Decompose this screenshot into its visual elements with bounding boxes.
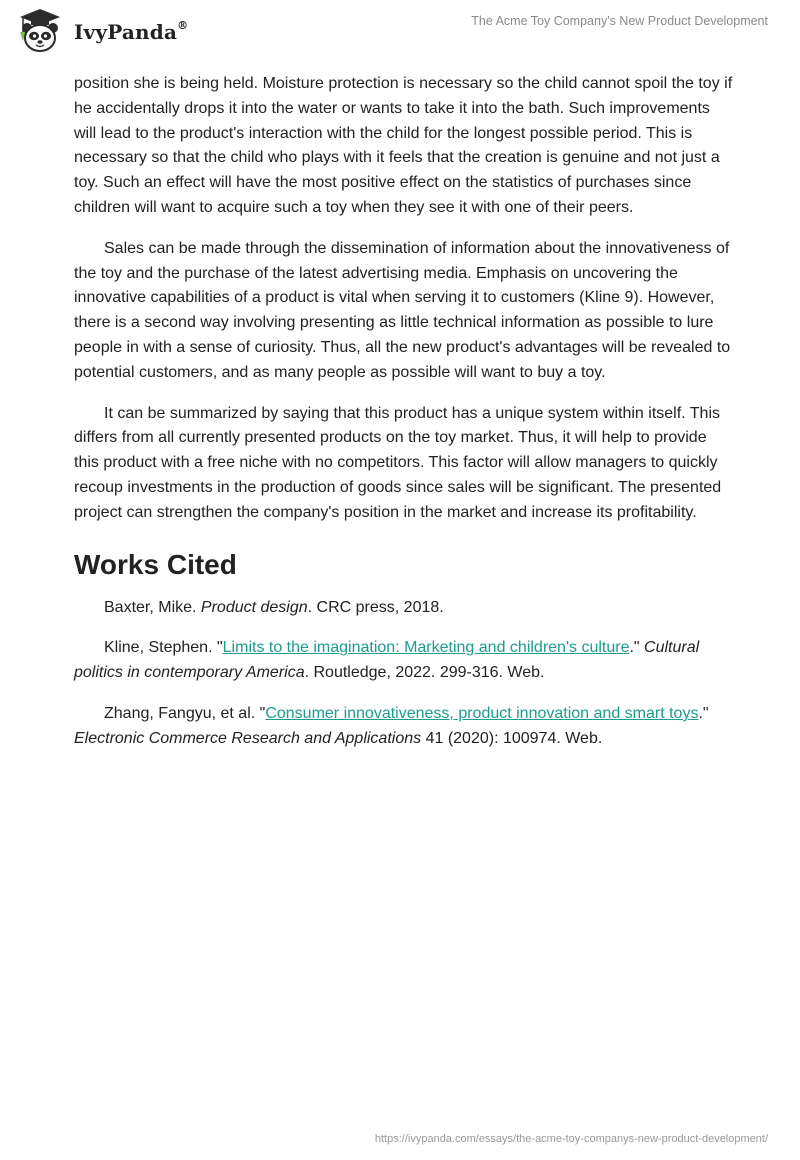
citation-title: Product design — [200, 598, 308, 616]
citation-author: Zhang, Fangyu, et al. " — [104, 704, 266, 722]
citation-link[interactable]: Limits to the imagination: Marketing and children's culture — [222, 639, 630, 657]
citation-quote-close: ." — [698, 704, 709, 722]
document-title: The Acme Toy Company's New Product Development — [471, 14, 768, 28]
body-paragraph: Sales can be made through the dissemination of information about the innovativeness of the toy and the purchase of the latest advertising media. Emphasis on uncovering the innovative capabilities of a product is vital when serving it to customers (Kline 9). However, there is a second way involving presenting as little technical information as possible to lure people in with a sense of curiosity. Thus, all the new product's advantages will be revealed to potential customers, and as many people as possible will want to buy a toy. — [74, 239, 731, 381]
ivypanda-logo[interactable] — [14, 8, 188, 54]
citation-details: 41 (2020): 100974. Web. — [421, 729, 603, 747]
brand-name: IvyPanda® — [74, 19, 189, 44]
works-cited-heading: Works Cited — [74, 548, 237, 580]
citation-container: Cultural politics in contemporary America — [74, 639, 700, 682]
citation-details: . Routledge, 2022. 299-316. Web. — [304, 664, 545, 682]
citation-details: . CRC press, 2018. — [307, 598, 444, 616]
body-paragraph: position she is being held. Moisture protection is necessary so the child cannot spoil the toy if he accidentally drops it into the water or wants to take it into the bath. Such improvements will lead to the product's interaction with the child for the longest possible period. This is necessary so that the child who plays with it feels that the creation is genuine and not just a toy. Such an effect will have the most positive effect on the statistics of purchases since children will want to acquire such a toy when they see it with one of their peers. — [74, 75, 733, 216]
citation-author: Baxter, Mike. — [104, 598, 201, 616]
citation-entry — [74, 596, 734, 621]
body-paragraph: It can be summarized by saying that this product has a unique system within itself. This differs from all currently presented products on the toy market. Thus, it will help to provide this product with a free niche with no competitors. This factor will allow managers to quickly recoup investments in the production of goods since sales will be significant. The presented project can strengthen the company's position in the market and increase its profitability. — [74, 404, 722, 521]
citation-entry — [74, 702, 734, 752]
citation-link[interactable]: Consumer innovativeness, product innovation and smart toys — [265, 704, 699, 722]
panda-logo-icon — [14, 8, 66, 54]
essay-content — [74, 72, 734, 768]
citation-quote-close: ." — [629, 639, 645, 657]
footer-source-url[interactable]: https://ivypanda.com/essays/the-acme-toy-companys-new-product-development/ — [374, 1133, 768, 1145]
page-header — [0, 0, 800, 70]
citation-entry — [74, 636, 734, 686]
citation-author: Kline, Stephen. " — [104, 639, 223, 657]
citation-container: Electronic Commerce Research and Applications — [74, 729, 422, 747]
